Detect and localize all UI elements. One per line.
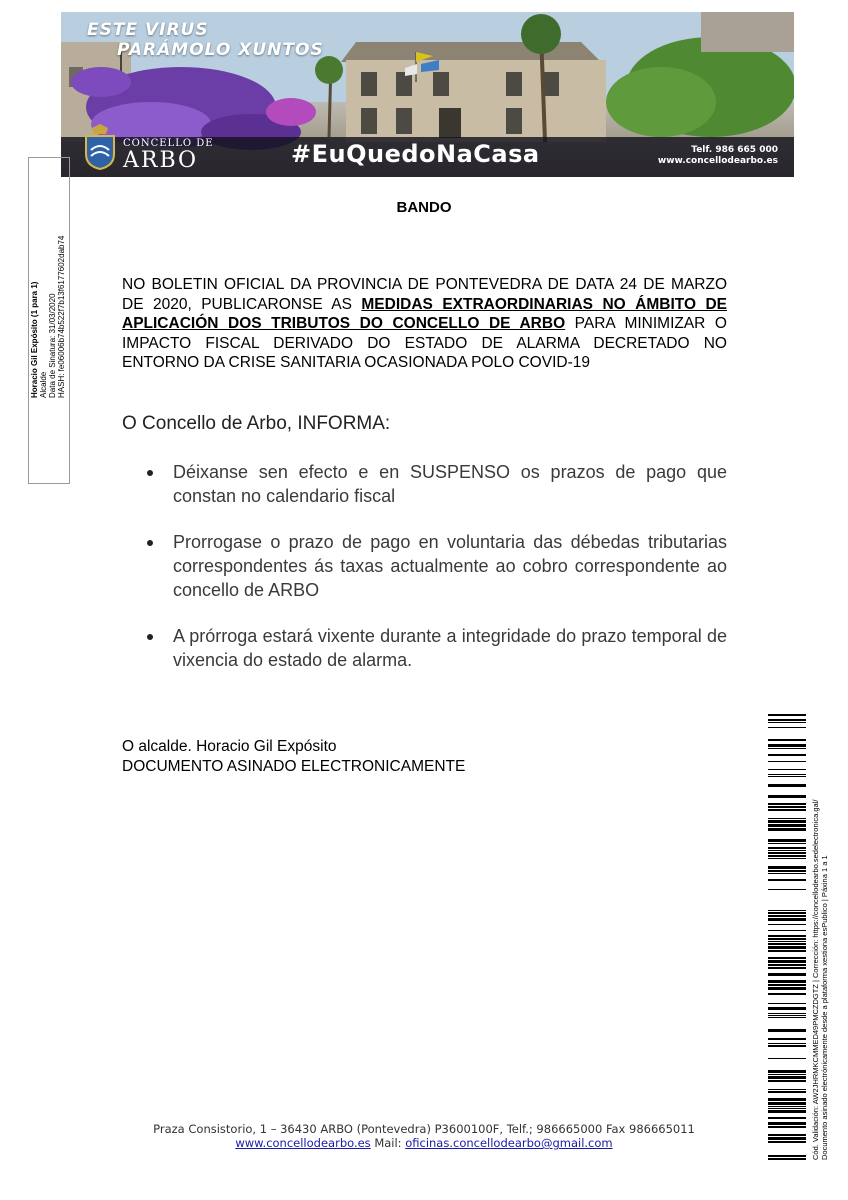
barcode-bar [768,803,806,805]
list-item [122,530,727,602]
footer-links [0,1136,848,1150]
barcode-bar [768,950,806,952]
barcode-bar [768,1158,806,1160]
barcode-bar [768,754,806,756]
barcode-bar [768,774,806,775]
barcode-bar [768,847,806,849]
signer-name: Horacio Gil Expósito (1 para 1) [30,281,39,398]
bullet-text: Prorrogase o prazo de pago en voluntaria das débedas tributarias correspondentes ás taxas actualmente ao cobro correspondente ao concello de ARBO [173,532,727,600]
intro-text-2: PARA MINIMIZAR O IMPACTO FISCAL DERIVADO DO ESTADO DE ALARMA DECRETADO NO ENTORNO DA CRISE SANITARIA OCASIONADA POLO COVID-19 [122,315,727,371]
barcode-bar [768,820,806,823]
barcode-bar [768,957,806,959]
barcode-bar [768,855,806,857]
signature-hash: HASH: fe06006b74b522f7b13f6177602dab74 [57,235,66,398]
barcode-bar [768,1070,806,1073]
barcode-bar [768,943,806,945]
informa-heading: O Concello de Arbo, INFORMA: [122,413,391,434]
barcode-bar [768,1043,806,1044]
barcode-bar [768,984,806,986]
barcode-bar [768,912,806,914]
barcode-bar [768,852,806,854]
intro-text-1: NO BOLETIN OFICIAL DA PROVINCIA DE PONTEVEDRA DE DATA 24 DE MARZO DE 2020, PUBLICARONSE AS [122,276,727,313]
barcode-bar [768,744,806,747]
banner-web: www.concellodearbo.es [657,156,778,166]
validation-text [811,720,829,1160]
footer-address: Praza Consistorio, 1 – 36430 ARBO (Pontevedra) P3600100F, Telf.; 986665000 Fax 986665011 [153,1122,695,1136]
barcode-bar [768,1007,806,1010]
barcode-bar [768,858,806,859]
barcode-bar [768,910,806,911]
barcode-bar [768,938,806,940]
barcode-bar [768,987,806,990]
barcode-bar [768,918,806,921]
barcode-bar [768,1003,806,1004]
barcode-bar [768,960,806,963]
barcode-bar [768,993,806,995]
barcode-bar [768,1017,806,1018]
bullet-icon [147,540,153,546]
barcode-bar [768,1126,806,1128]
barcode-bar [768,1106,806,1107]
barcode-bar [768,924,806,925]
validation-line-1: Cód. Validación: AW2JHRMKCMMED49PMCZDGTZ | Corrección: https://concellodearbo.sedelectronica.gal/ [811,799,820,1160]
barcode-bar [768,824,806,827]
banner-slogan [87,20,324,60]
signer-block [122,737,465,777]
barcode-bar [768,1134,806,1136]
banner-phone: Telf. 986 665 000 [691,145,778,155]
barcode-bar [768,769,806,770]
page-footer [0,1122,848,1150]
barcode-bar [768,1122,806,1125]
barcode-bar [768,719,806,721]
barcode-bar [768,889,806,890]
bullet-list [122,460,727,694]
intro-emphasis: MEDIDAS EXTRAORDINARIAS NO ÁMBITO DE APLICACIÓN DOS TRIBUTOS DO CONCELLO DE ARBO [122,295,727,332]
barcode-bar [768,809,806,811]
page-title: BANDO [396,199,452,216]
list-item [122,624,727,672]
barcode-bar [768,1076,806,1079]
barcode-bar [768,1080,806,1082]
barcode-bar [768,1029,806,1032]
barcode-bar [768,866,806,869]
signer-role: Alcalde [39,371,48,398]
list-item [122,460,727,508]
barcode-bar [768,967,806,969]
barcode-bar [768,727,806,728]
barcode-bar [768,722,806,723]
barcode-bar [768,1137,806,1140]
bullet-text: A prórroga estará vixente durante a integridade do prazo temporal de vixencia do estado de alarma. [173,626,727,670]
logo-big-text: ARBO [123,148,199,173]
barcode-bar [768,748,806,749]
barcode-bar [768,946,806,949]
barcode-bar [768,1155,806,1157]
barcode-bar [768,870,806,872]
barcode-bar [768,839,806,842]
slogan-line-1: ESTE VIRUS [87,20,209,40]
barcode-bar [768,873,806,874]
barcode-bar [768,1091,806,1093]
slogan-line-2: PARÁMOLO XUNTOS [117,40,324,60]
barcode-bar [768,1117,806,1119]
barcode-bar [768,761,806,762]
barcode-bar [768,1141,806,1143]
barcode-bar [768,1045,806,1047]
bullet-icon [147,470,153,476]
validation-barcode [768,714,806,1160]
barcode-bar [768,973,806,976]
barcode-bar [768,930,806,931]
bullet-text: Déixanse sen efecto e en SUSPENSO os prazos de pago que constan no calendario fiscal [173,462,727,506]
banner-contact [658,145,778,167]
barcode-bar [768,980,806,983]
logo-small-text: CONCELLO DE [123,138,214,149]
barcode-bar [768,1013,806,1014]
barcode-bar [768,784,806,787]
barcode-bar [768,828,806,831]
barcode-bar [768,1089,806,1090]
barcode-bar [768,964,806,966]
barcode-bar [768,1110,806,1113]
signature-date: Data de Sinatura: 31/03/2020 [48,293,57,398]
barcode-bar [768,1098,806,1101]
validation-line-2: Documento asinado electrónicamente desde a plataforma xestiona esPublico | Páxina 1 a 1 [820,855,829,1160]
barcode-bar [768,806,806,808]
barcode-bar [768,915,806,917]
banner-hashtag: #EuQuedoNaCasa [291,140,540,168]
barcode-bar [768,739,806,741]
header-banner [61,12,794,177]
footer-mail-label: Mail: [370,1136,406,1150]
barcode-bar [768,935,806,937]
footer-mail-link[interactable]: oficinas.concellodearbo@gmail.com [405,1136,613,1150]
barcode-bar [768,818,806,819]
barcode-bar [768,776,806,777]
barcode-bar [768,1102,806,1105]
signature-text [30,98,66,398]
signer-line-2: DOCUMENTO ASINADO ELECTRONICAMENTE [122,758,466,775]
barcode-bar [768,1074,806,1075]
footer-web-link[interactable]: www.concellodearbo.es [235,1136,371,1150]
barcode-bar [768,1038,806,1040]
barcode-bar [768,1015,806,1016]
barcode-bar [768,843,806,844]
barcode-bar [768,1058,806,1059]
barcode-bar [768,1108,806,1109]
signer-line-1: O alcalde. Horacio Gil Expósito [122,738,337,755]
barcode-bar [768,795,806,798]
barcode-bar [768,714,806,716]
intro-paragraph [122,275,727,373]
barcode-bar [768,850,806,851]
bullet-icon [147,634,153,640]
municipal-logo-text [123,139,214,172]
barcode-bar [768,879,806,881]
municipal-shield-icon [83,124,117,170]
barcode-bar [768,941,806,942]
